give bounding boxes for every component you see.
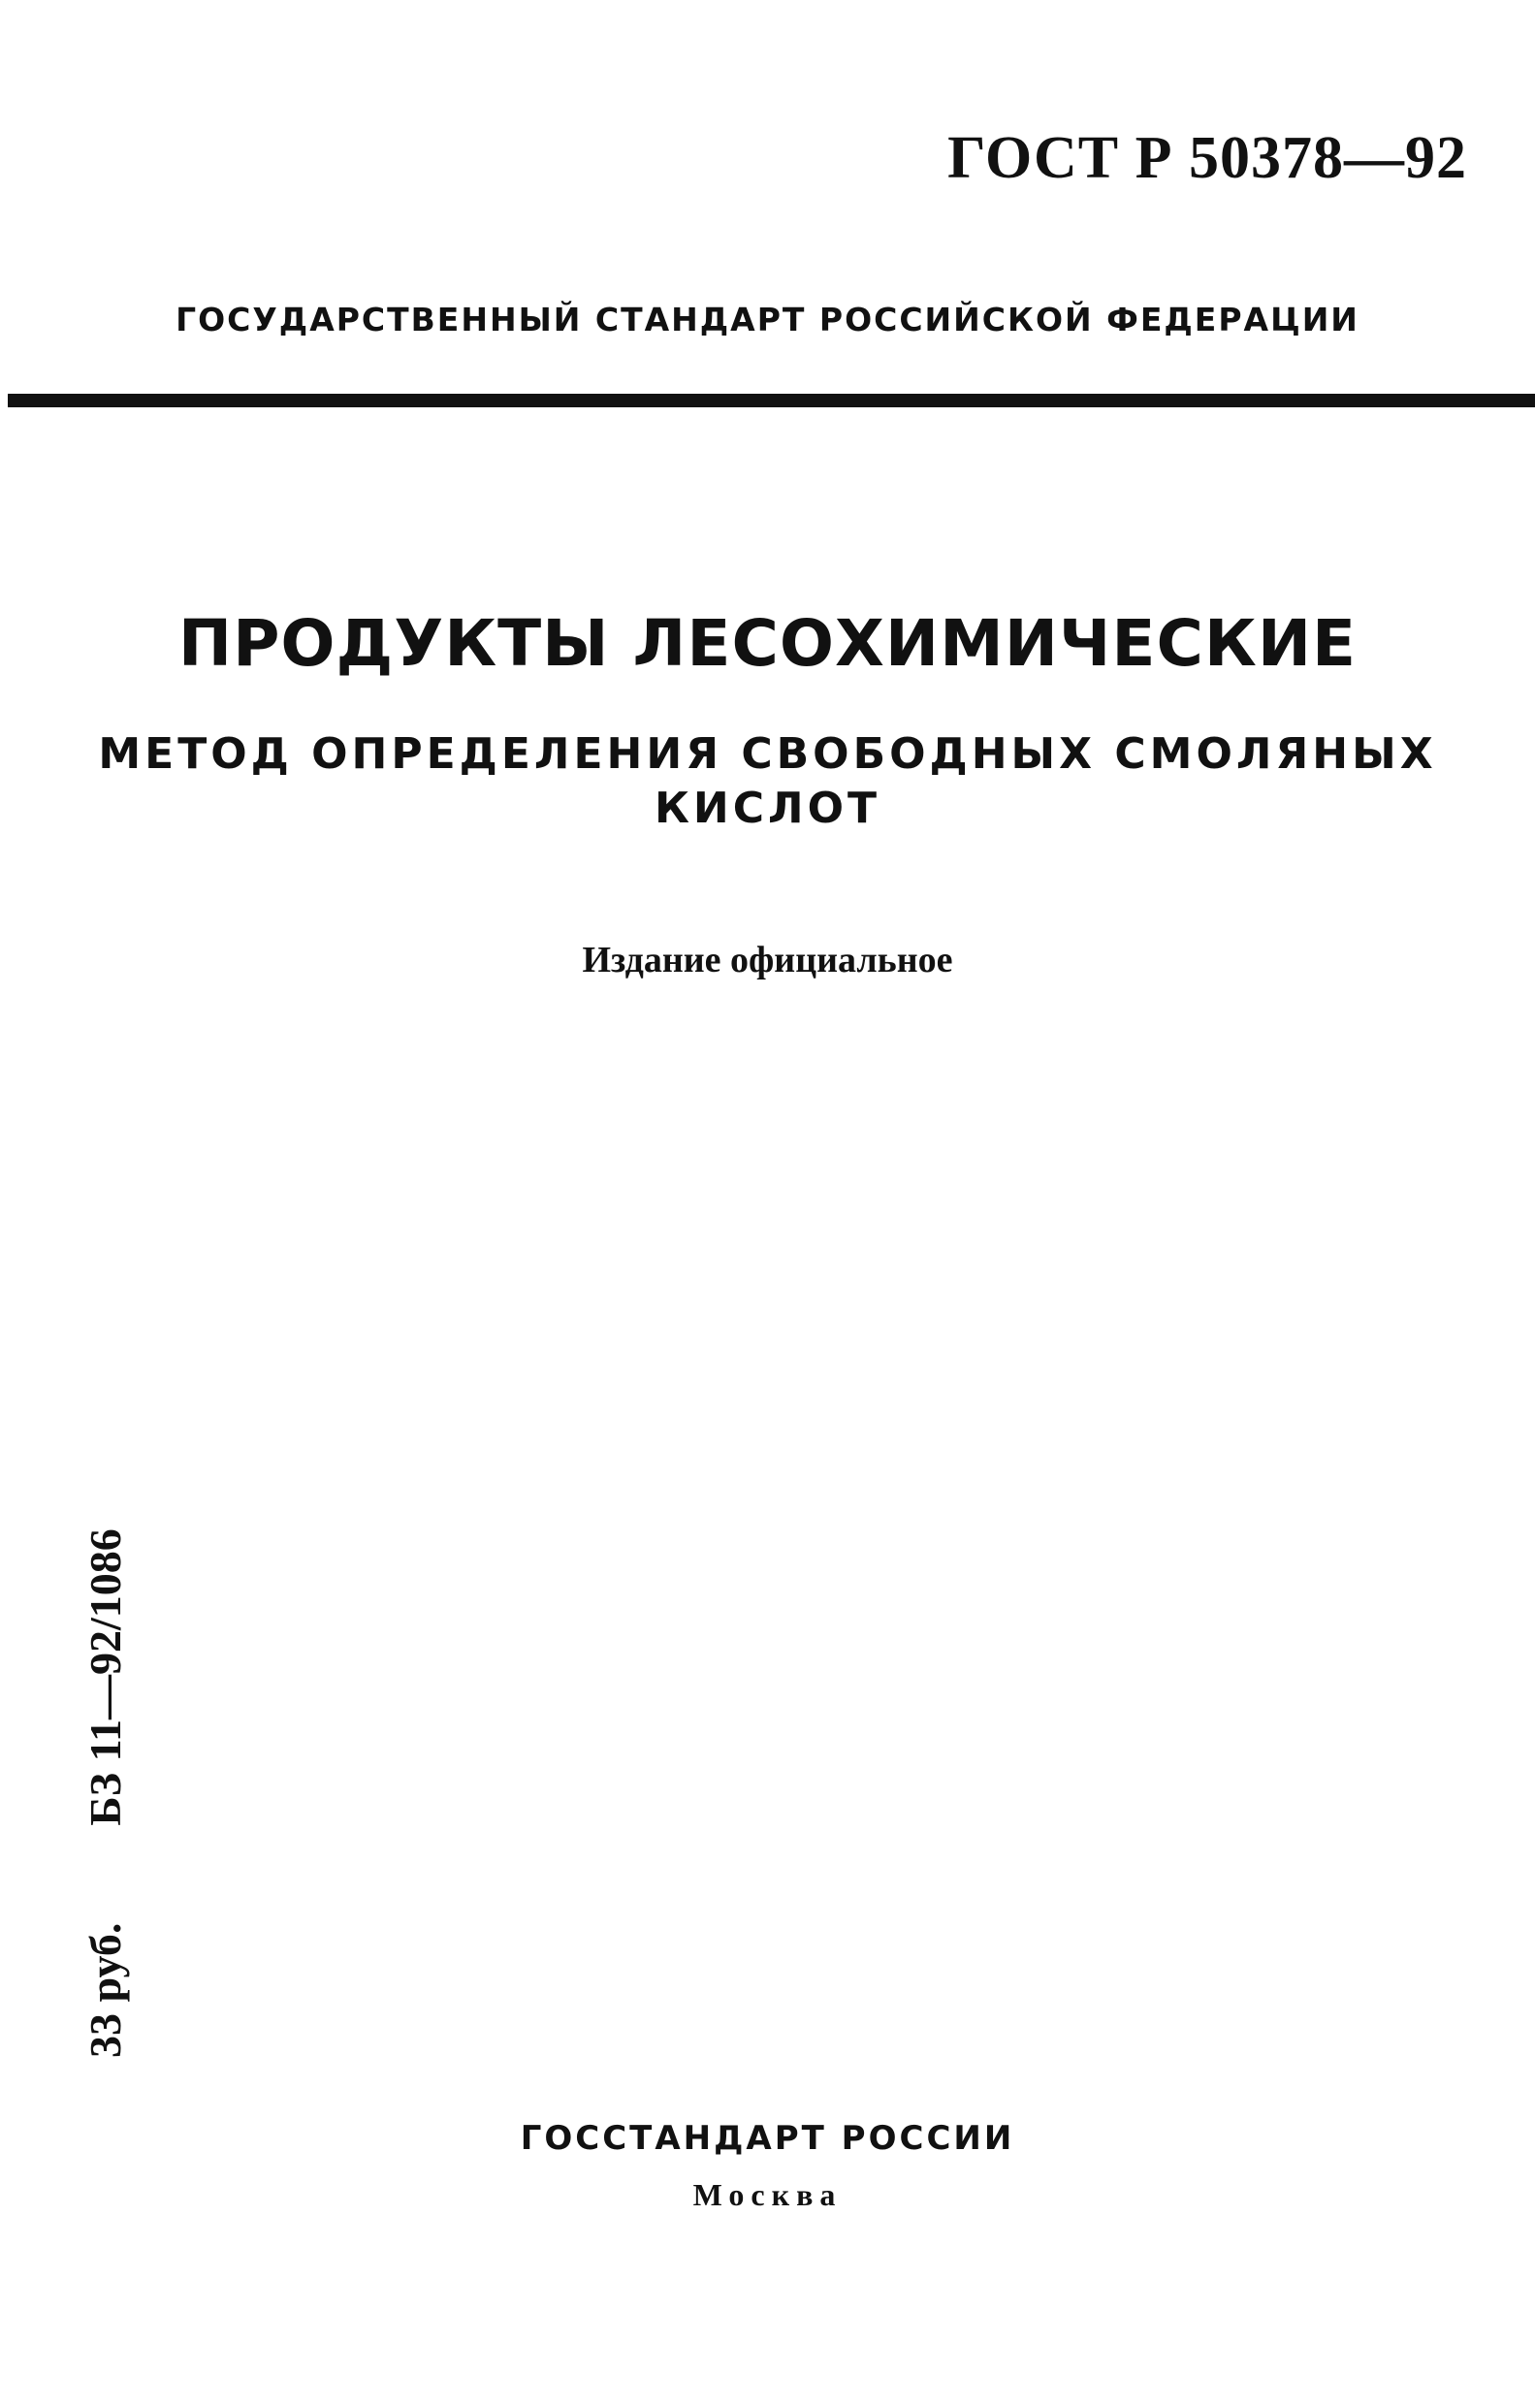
document-subtitle-line-1: МЕТОД ОПРЕДЕЛЕНИЯ СВОБОДНЫХ СМОЛЯНЫХ (98, 729, 1437, 779)
publisher-city: Москва (692, 2177, 843, 2212)
edition-label: Издание официальное (582, 940, 953, 980)
publisher-name: ГОССТАНДАРТ РОССИИ (520, 2119, 1015, 2158)
heading-rule (8, 394, 1535, 407)
catalog-number: БЗ 11—92/1086 (80, 1528, 130, 1826)
side-imprint (80, 1528, 131, 2058)
price-label: 33 руб. (80, 1922, 130, 2058)
document-subtitle-line-2: КИСЛОТ (654, 784, 881, 833)
state-standard-heading: ГОСУДАРСТВЕННЫЙ СТАНДАРТ РОССИЙСКОЙ ФЕДЕРАЦИИ (176, 301, 1359, 338)
standard-designation: ГОСТ Р 50378—92 (947, 125, 1467, 191)
document-title: ПРОДУКТЫ ЛЕСОХИМИЧЕСКИЕ (177, 606, 1358, 681)
